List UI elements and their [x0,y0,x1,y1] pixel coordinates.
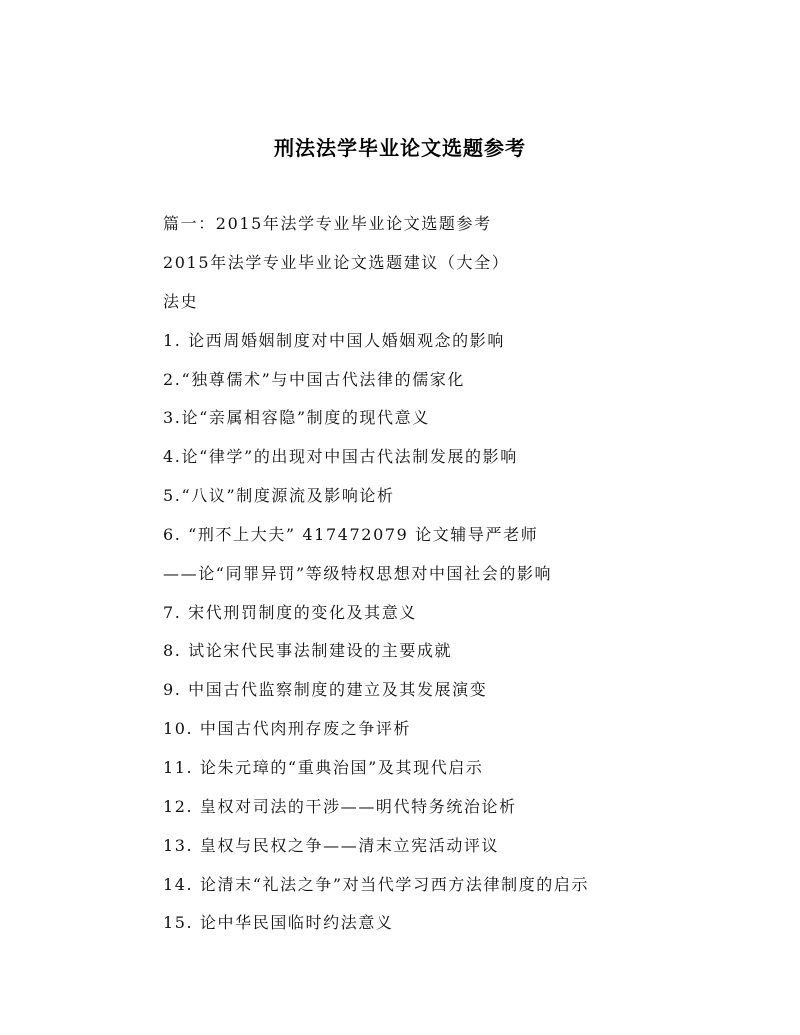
document-title: 刑法法学毕业论文选题参考 [274,136,526,160]
list-item: 11. 论朱元璋的“重典治国”及其现代启示 [163,758,484,777]
section-heading: 篇一：2015年法学专业毕业论文选题参考 [163,214,492,233]
list-item: 2.“独尊儒术”与中国古代法律的儒家化 [163,370,466,389]
list-item: 6. “刑不上大夫” 417472079 论文辅导严老师 [163,525,539,544]
list-item: 15. 论中华民国临时约法意义 [163,913,394,932]
list-item: 3.论“亲属相容隐”制度的现代意义 [163,408,430,427]
category-label: 法史 [163,292,199,311]
list-item: 9. 中国古代监察制度的建立及其发展演变 [163,680,488,699]
list-item: 14. 论清末“礼法之争”对当代学习西方法律制度的启示 [163,875,590,894]
list-item: 10. 中国古代肉刑存废之争评析 [163,719,412,738]
list-item: 8. 试论宋代民事法制建设的主要成就 [163,641,453,660]
list-item: 1. 论西周婚姻制度对中国人婚姻观念的影响 [163,331,505,350]
list-item: 7. 宋代刑罚制度的变化及其意义 [163,603,417,622]
list-item: 13. 皇权与民权之争——清末立宪活动评议 [163,836,500,855]
list-item: 4.论“律学”的出现对中国古代法制发展的影响 [163,447,518,466]
list-item-continuation: ——论“同罪异罚”等级特权思想对中国社会的影响 [163,564,553,583]
list-item: 5.“八议”制度源流及影响论析 [163,486,395,505]
list-item: 12. 皇权对司法的干涉——明代特务统治论析 [163,797,517,816]
subtitle-line: 2015年法学专业毕业论文选题建议（大全） [163,253,510,272]
